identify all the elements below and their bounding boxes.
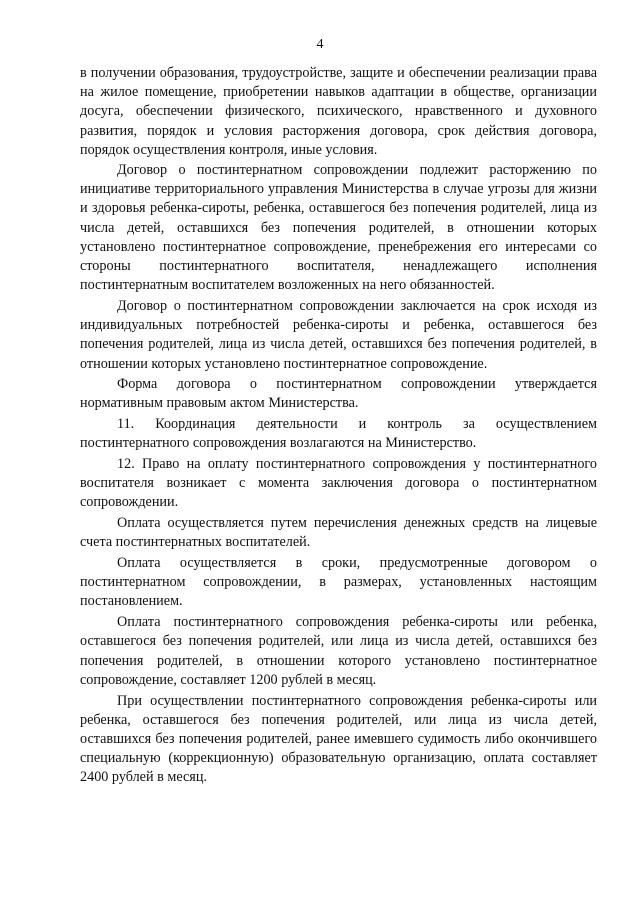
- paragraph-payment-increased: При осуществлении постинтернатного сопровождения ребенка-сироты или ребенка, оставшегося без попечения родителей, или лица из числа детей, оставшихся без попечения родителей, ранее имевшего судимость либо окончившего специальную (коррекционную) образовательную организацию, оплата составляет 2400 рублей в месяц.: [80, 692, 597, 786]
- paragraph-continuation: в получении образования, трудоустройстве, защите и обеспечении реализации права на жилое помещение, приобретении навыков адаптации в обществе, организации досуга, обеспечении физического, психического, нравственного и духовного развития, порядок и условия расторжения договора, срок действия договора, порядок осуществления контроля, иные условия.: [80, 65, 597, 158]
- paragraph-item-11: 11. Координация деятельности и контроль за осуществлением постинтернатного сопровождения возлагаются на Министерство.: [80, 416, 597, 452]
- paragraph-item-12: 12. Право на оплату постинтернатного сопровождения у постинтернатного воспитателя возникает с момента заключения договора о постинтернатном сопровождении.: [80, 456, 597, 511]
- paragraph-payment-terms: Оплата осуществляется в сроки, предусмотренные договором о постинтернатном сопровождении, в размерах, установленных настоящим постановлением.: [80, 555, 597, 610]
- document-body: [80, 64, 597, 789]
- paragraph-contract-term: Договор о постинтернатном сопровождении заключается на срок исходя из индивидуальных потребностей ребенка-сироты и ребенка, оставшегося без попечения родителей, лица из числа детей, оставшихся без попечения родителей, в отношении которых установлено постинтернатное сопровождение.: [80, 297, 597, 372]
- page-number: 4: [316, 37, 324, 52]
- paragraph-payment-method: Оплата осуществляется путем перечисления денежных средств на лицевые счета постинтернатных воспитателей.: [80, 515, 597, 551]
- paragraph-contract-termination: Договор о постинтернатном сопровождении подлежит расторжению по инициативе территориального управления Министерства в случае угрозы для жизни и здоровья ребенка-сироты, ребенка, оставшегося без попечения родителей, лица из числа детей, оставшихся без попечения родителей, в отношении которых установлено постинтернатное сопровождение, пренебрежения его интересами со стороны постинтернатного воспитателя, ненадлежащего исполнения постинтернатным воспитателем возложенных на него обязанностей.: [80, 162, 597, 294]
- paragraph-contract-form: Форма договора о постинтернатном сопровождении утверждается нормативным правовым актом Министерства.: [80, 376, 597, 412]
- paragraph-payment-amount: Оплата постинтернатного сопровождения ребенка-сироты или ребенка, оставшегося без попечения родителей, или лица из числа детей, оставшихся без попечения родителей, в отношении которого установлено постинтернатное сопровождение, составляет 1200 рублей в месяц.: [80, 614, 597, 688]
